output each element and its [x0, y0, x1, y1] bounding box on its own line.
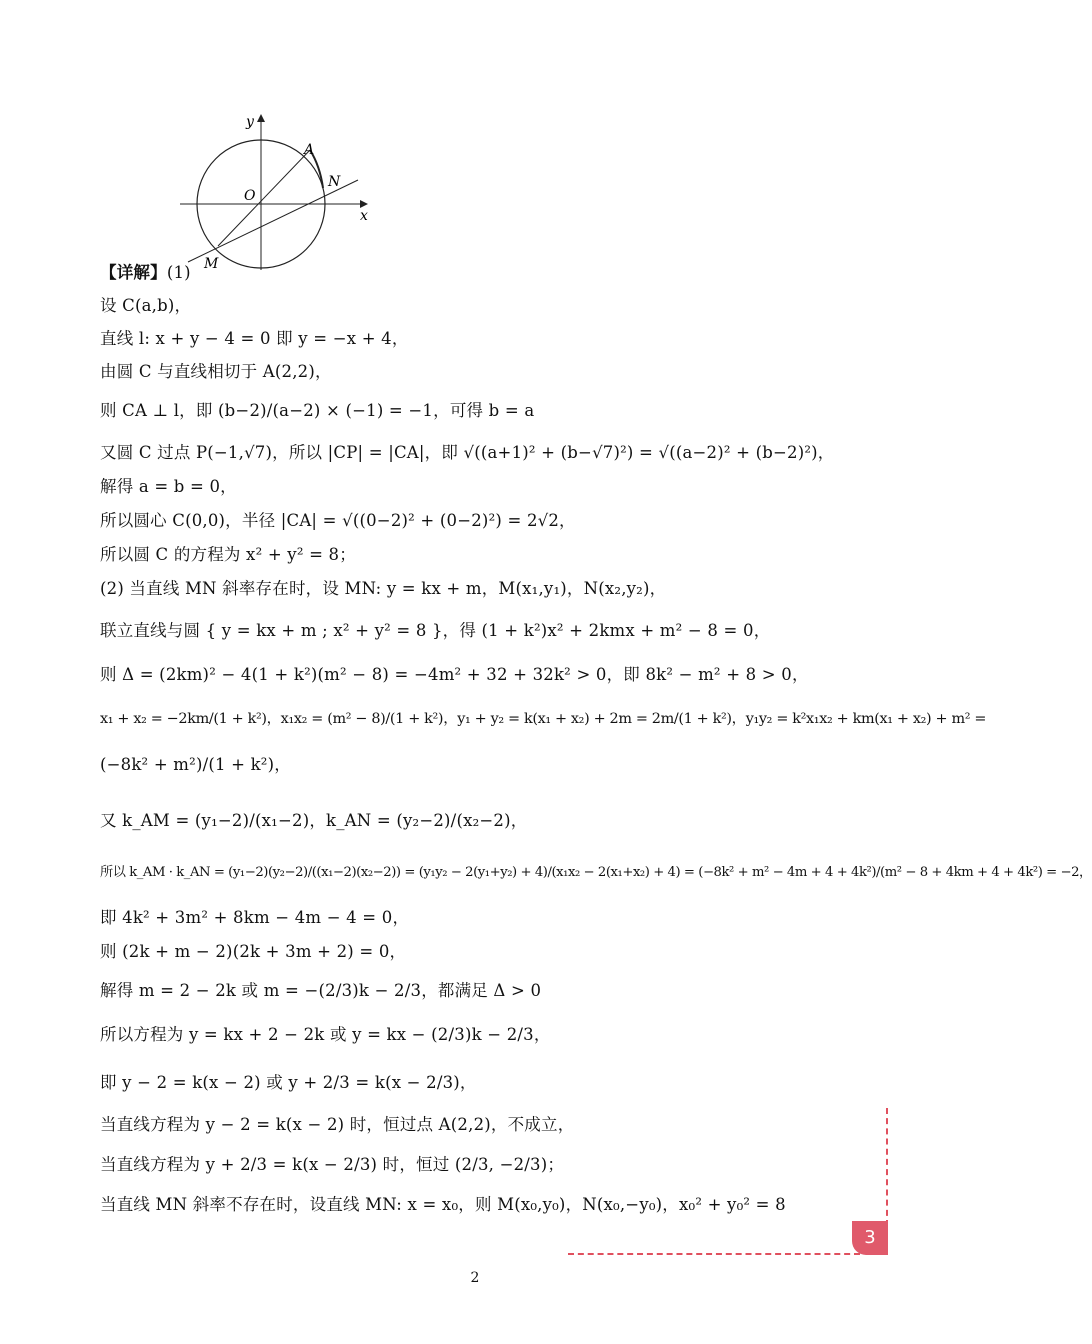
- solution-line: x₁ + x₂ = −2km/(1 + k²)，x₁x₂ = (m² − 8)/(1 + k²)，y₁ + y₂ = k(x₁ + x₂) + 2m = 2m/(1 + k²)，y₁y₂ = k²x₁x₂ + km(x₁ + x₂) + m² =: [100, 711, 987, 727]
- x-axis-arrow: [360, 200, 368, 208]
- solution-line: 即 y − 2 = k(x − 2) 或 y + 2/3 = k(x − 2/3)，: [100, 1073, 477, 1092]
- label-y: y: [246, 114, 254, 130]
- heading-label: 【详解】: [100, 263, 167, 282]
- solution-line: 所以圆心 C(0,0)，半径 |CA| = √((0−2)² + (0−2)²) = 2√2，: [100, 511, 576, 530]
- part1-marker: (1): [166, 263, 191, 282]
- solution-line: 所以方程为 y = kx + 2 − 2k 或 y = kx − (2/3)k − 2/3，: [100, 1025, 551, 1044]
- label-o: O: [244, 188, 256, 204]
- corner-badge: 3: [852, 1221, 888, 1255]
- label-n: N: [328, 174, 341, 190]
- solution-line: (−8k² + m²)/(1 + k²)，: [100, 755, 291, 774]
- solution-heading: [100, 260, 191, 286]
- line-mn: [188, 180, 358, 262]
- solution-line: 设 C(a,b)，: [100, 296, 192, 315]
- solution-line: 当直线 MN 斜率不存在时，设直线 MN: x = x₀，则 M(x₀,y₀)，N(x₀,−y₀)，x₀² + y₀² = 8: [100, 1195, 786, 1214]
- solution-line: 直线 l: x + y − 4 = 0 即 y = −x + 4，: [100, 329, 409, 348]
- solution-line: 则 Δ = (2km)² − 4(1 + k²)(m² − 8) = −4m² + 32 + 32k² > 0，即 8k² − m² + 8 > 0，: [100, 665, 809, 684]
- solution-line: 当直线方程为 y − 2 = k(x − 2) 时，恒过点 A(2,2)，不成立，: [100, 1115, 575, 1134]
- solution-line: 又 k_AM = (y₁−2)/(x₁−2)，k_AN = (y₂−2)/(x₂−2)，: [100, 811, 528, 830]
- solution-line: (2) 当直线 MN 斜率存在时，设 MN: y = kx + m，M(x₁,y₁)，N(x₂,y₂)，: [100, 579, 667, 598]
- decorative-dashed-border: [568, 1253, 860, 1255]
- solution-line: 解得 m = 2 − 2k 或 m = −(2/3)k − 2/3，都满足 Δ > 0: [100, 981, 542, 1000]
- solution-line: 则 (2k + m − 2)(2k + 3m + 2) = 0，: [100, 942, 407, 961]
- circle-figure: [170, 110, 380, 280]
- solution-line: 联立直线与圆 { y = kx + m ; x² + y² = 8 }，得 (1 + k²)x² + 2kmx + m² − 8 = 0，: [100, 621, 771, 640]
- solution-line: 由圆 C 与直线相切于 A(2,2)，: [100, 362, 332, 381]
- label-m: M: [204, 256, 219, 272]
- label-x: x: [360, 208, 368, 224]
- page-number: 2: [470, 1270, 480, 1286]
- y-axis-arrow: [257, 114, 265, 122]
- label-a: A: [304, 142, 315, 158]
- solution-line: 则 CA ⊥ l，即 (b−2)/(a−2) × (−1) = −1，可得 b = a: [100, 401, 535, 420]
- decorative-dashed-border: [886, 1108, 888, 1226]
- solution-line: 解得 a = b = 0，: [100, 477, 237, 496]
- solution-line: 又圆 C 过点 P(−1,√7)，所以 |CP| = |CA|，即 √((a+1)² + (b−√7)²) = √((a−2)² + (b−2)²)，: [100, 443, 835, 462]
- solution-line: 所以圆 C 的方程为 x² + y² = 8；: [100, 545, 356, 564]
- solution-line: 即 4k² + 3m² + 8km − 4m − 4 = 0，: [100, 908, 410, 927]
- solution-line: 当直线方程为 y + 2/3 = k(x − 2/3) 时，恒过 (2/3, −2/3)；: [100, 1155, 565, 1174]
- solution-line: 所以 k_AM · k_AN = (y₁−2)(y₂−2)/((x₁−2)(x₂−2)) = (y₁y₂ − 2(y₁+y₂) + 4)/(x₁x₂ − 2(x₁+x₂) + 4) = (−8k² + m² − 4m + 4 + 4k²)/(m² − 8 + 4km + 4 + 4k²) = −2，: [100, 865, 1092, 880]
- line-am: [218, 150, 310, 246]
